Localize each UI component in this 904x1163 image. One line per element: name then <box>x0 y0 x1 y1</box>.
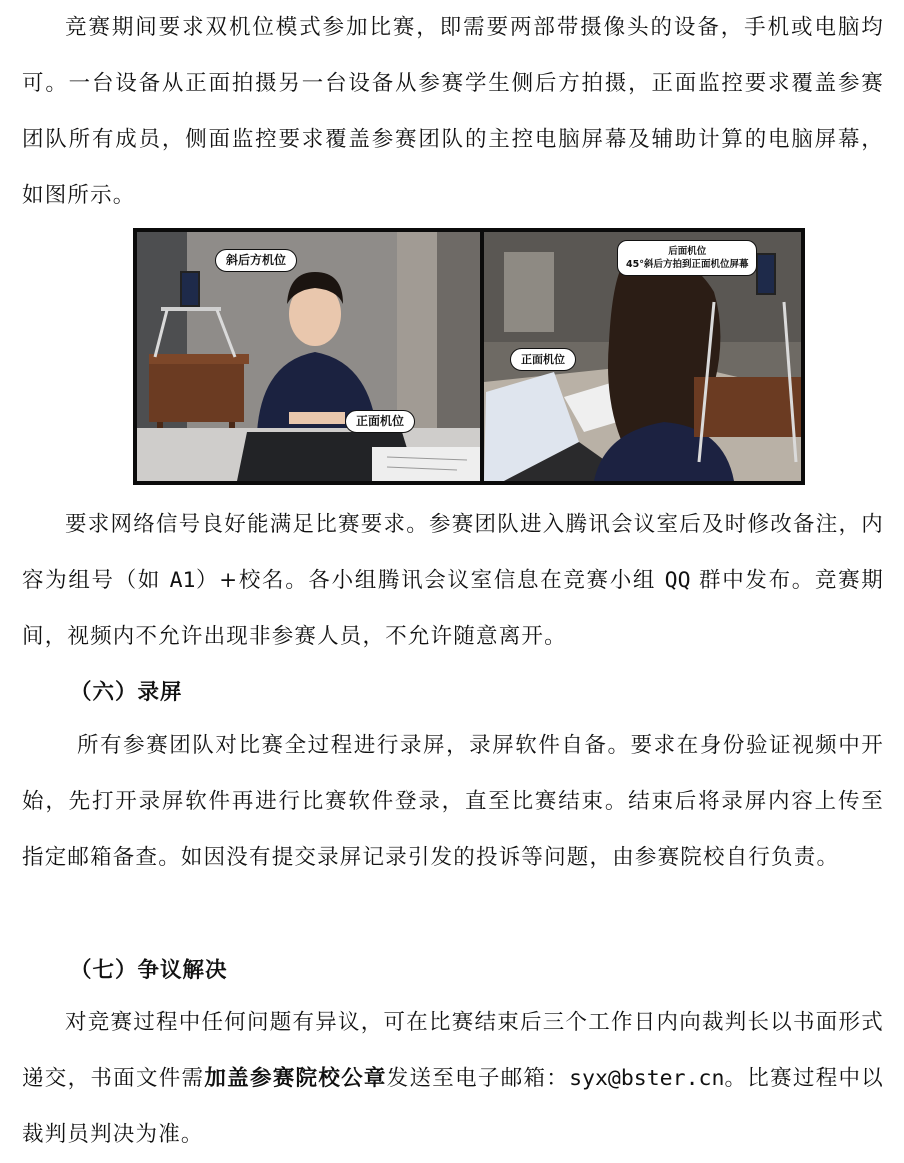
paragraph-text: 。比赛过程中以裁判员判决为准。 <box>22 1066 884 1147</box>
rear-camera-45-label-line2: 45°斜后方拍到正面机位屏幕 <box>626 259 749 270</box>
paragraph-text: ）+校名。各小组腾讯会议室信息在竞赛小组 <box>195 568 665 593</box>
email-address: syx@bster.cn <box>569 1066 725 1091</box>
paragraph-text: 竞赛期间要求双机位模式参加比赛，即需要两部带摄像头的设备，手机或电脑均可。一台设备从正面拍摄另一台设备从参赛学生侧后方拍摄，正面监控要求覆盖参赛团队所有成员，侧面监控要求覆盖参赛团队的主控电脑屏幕及辅助计算的电脑屏幕，如图所示。 <box>22 15 884 208</box>
paragraph-network-requirements <box>22 497 884 665</box>
official-seal-requirement: 加盖参赛院校公章 <box>204 1066 387 1091</box>
paragraph-text: 发送至电子邮箱： <box>386 1066 570 1091</box>
rear-camera-label-text: 斜后方机位 <box>226 253 287 267</box>
paragraph-text: 所有参赛团队对比赛全过程进行录屏，录屏软件自备。要求在身份验证视频中开始，先打开录屏软件再进行比赛软件登录，直至比赛结束。结束后将录屏内容上传至指定邮箱备查。如因没有提交录屏记录引发的投诉等问题，由参赛院校自行负责。 <box>22 733 884 870</box>
rear-camera-label <box>215 249 297 272</box>
qq-text: QQ <box>664 568 691 593</box>
paragraph-text: 群中发布。竞赛期间，视频内不允许出现非参赛人员，不允许随意离开。 <box>22 568 884 649</box>
front-camera-label <box>345 410 415 433</box>
rear-camera-45-label <box>617 240 757 276</box>
front-camera-label-right-text: 正面机位 <box>521 353 565 366</box>
paragraph-text: 对竞赛过程中任何问题有异议，可在比赛结束后三个工作日内向裁判长以书面形式递交，书面文件需 <box>22 1010 884 1091</box>
rear-camera-45-label-line1: 后面机位 <box>668 246 707 257</box>
paragraph-dual-camera <box>22 0 884 224</box>
group-code-example: A1 <box>169 568 196 593</box>
paragraph-text: 要求网络信号良好能满足比赛要求。参赛团队进入腾讯会议室后及时修改备注，内容为组号（如 <box>22 512 884 593</box>
section-heading-dispute: （七）争议解决 <box>70 958 228 983</box>
paragraph-dispute-resolution <box>22 995 884 1163</box>
paragraph-screen-recording <box>22 718 884 886</box>
rear-view-photo <box>484 232 801 481</box>
section-heading-recording: （六）录屏 <box>70 680 183 705</box>
front-camera-label-right <box>510 348 576 371</box>
front-view-photo <box>137 232 480 481</box>
front-camera-label-text: 正面机位 <box>356 414 405 428</box>
camera-setup-figure <box>133 228 805 485</box>
front-view-illustration <box>137 232 480 481</box>
